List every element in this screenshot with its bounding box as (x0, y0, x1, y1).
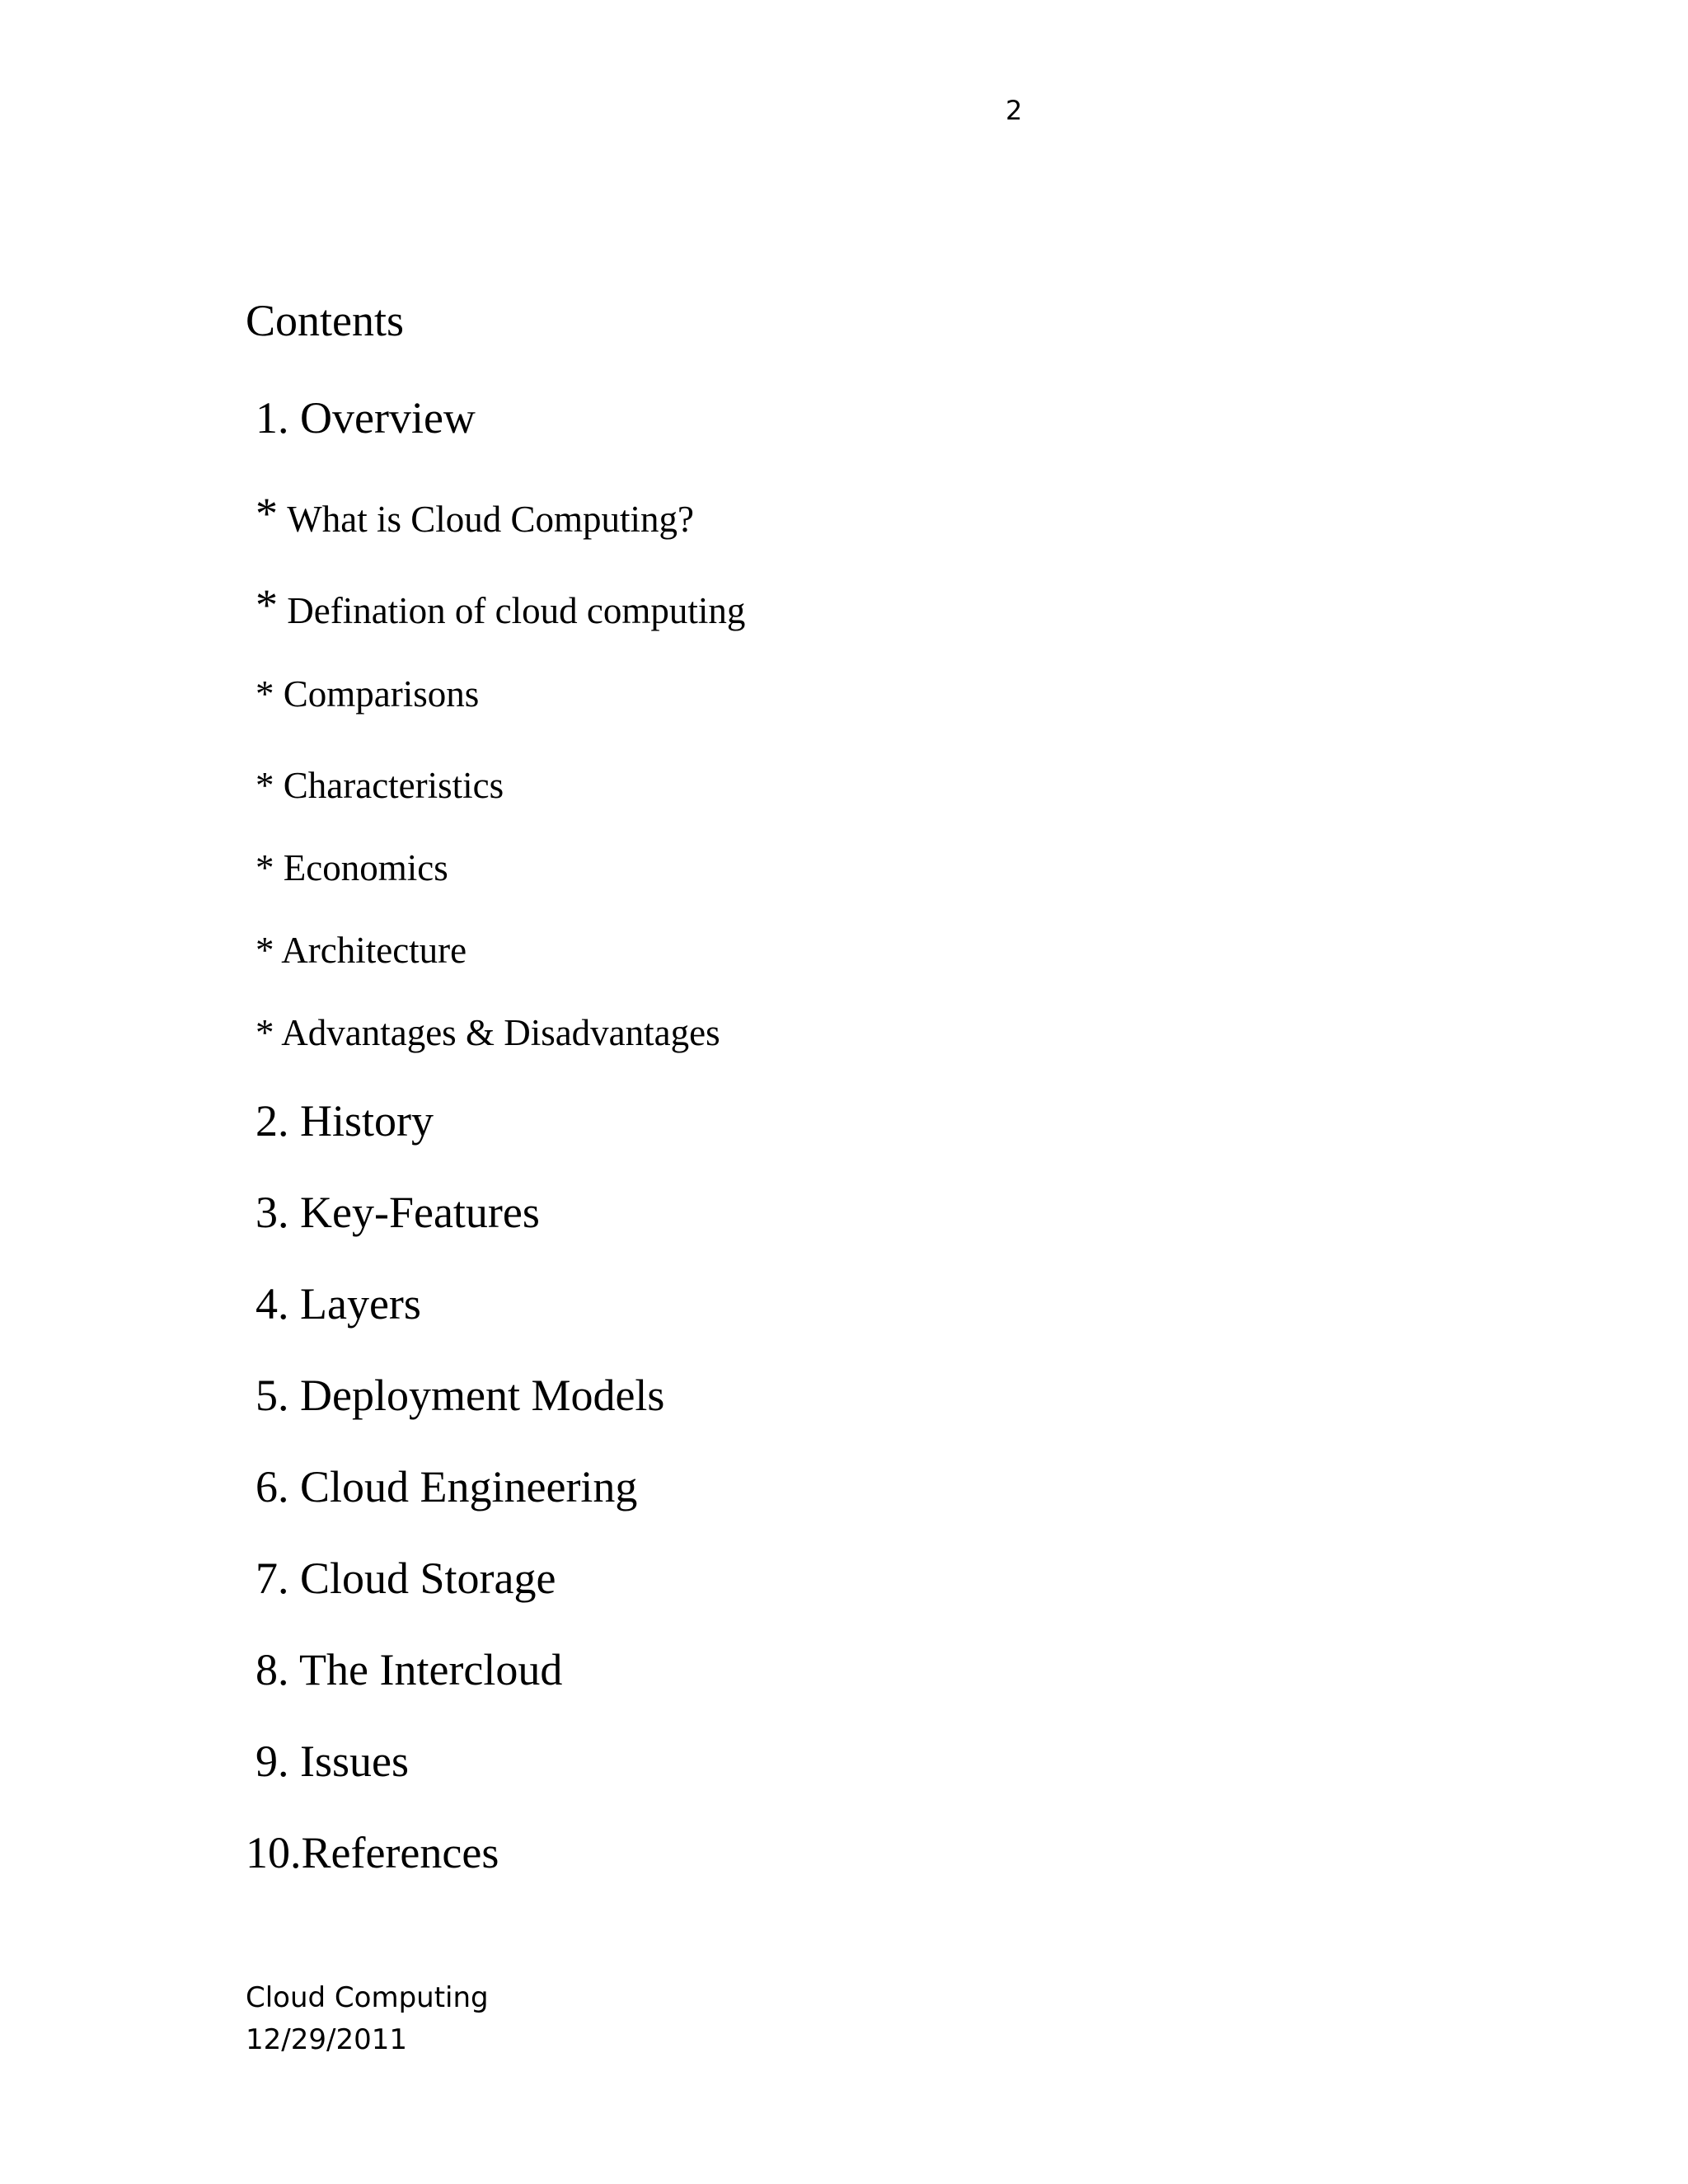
toc-subitem-definition (256, 580, 746, 631)
toc-subitem-what-is-cloud-computing (256, 491, 694, 538)
toc-item-overview: 1. Overview (256, 393, 476, 443)
toc-item-references: 10.References (246, 1828, 499, 1877)
bullet-star: * (256, 580, 278, 630)
footer-title: Cloud Computing (246, 1981, 489, 2014)
page-number: 2 (1006, 95, 1023, 126)
footer-date: 12/29/2011 (246, 2023, 407, 2056)
toc-subitem-architecture: * Architecture (256, 930, 467, 971)
bullet-star: * (256, 489, 278, 538)
toc-item-intercloud: 8. The Intercloud (256, 1645, 563, 1694)
toc-subitem-advantages: * Advantages & Disadvantages (256, 1012, 720, 1053)
toc-subitem-label: What is Cloud Computing? (287, 499, 694, 540)
contents-heading: Contents (246, 296, 405, 345)
toc-item-layers: 4. Layers (256, 1279, 421, 1329)
toc-item-issues: 9. Issues (256, 1736, 409, 1786)
toc-item-cloud-storage: 7. Cloud Storage (256, 1554, 556, 1603)
toc-item-key-features: 3. Key-Features (256, 1188, 540, 1237)
toc-subitem-label: Defination of cloud computing (287, 590, 746, 631)
toc-subitem-characteristics: * Characteristics (256, 765, 504, 806)
toc-subitem-economics: * Economics (256, 847, 448, 888)
toc-item-history: 2. History (256, 1096, 434, 1146)
toc-item-cloud-engineering: 6. Cloud Engineering (256, 1462, 638, 1511)
toc-item-deployment-models: 5. Deployment Models (256, 1371, 665, 1420)
toc-subitem-comparisons: * Comparisons (256, 673, 480, 715)
